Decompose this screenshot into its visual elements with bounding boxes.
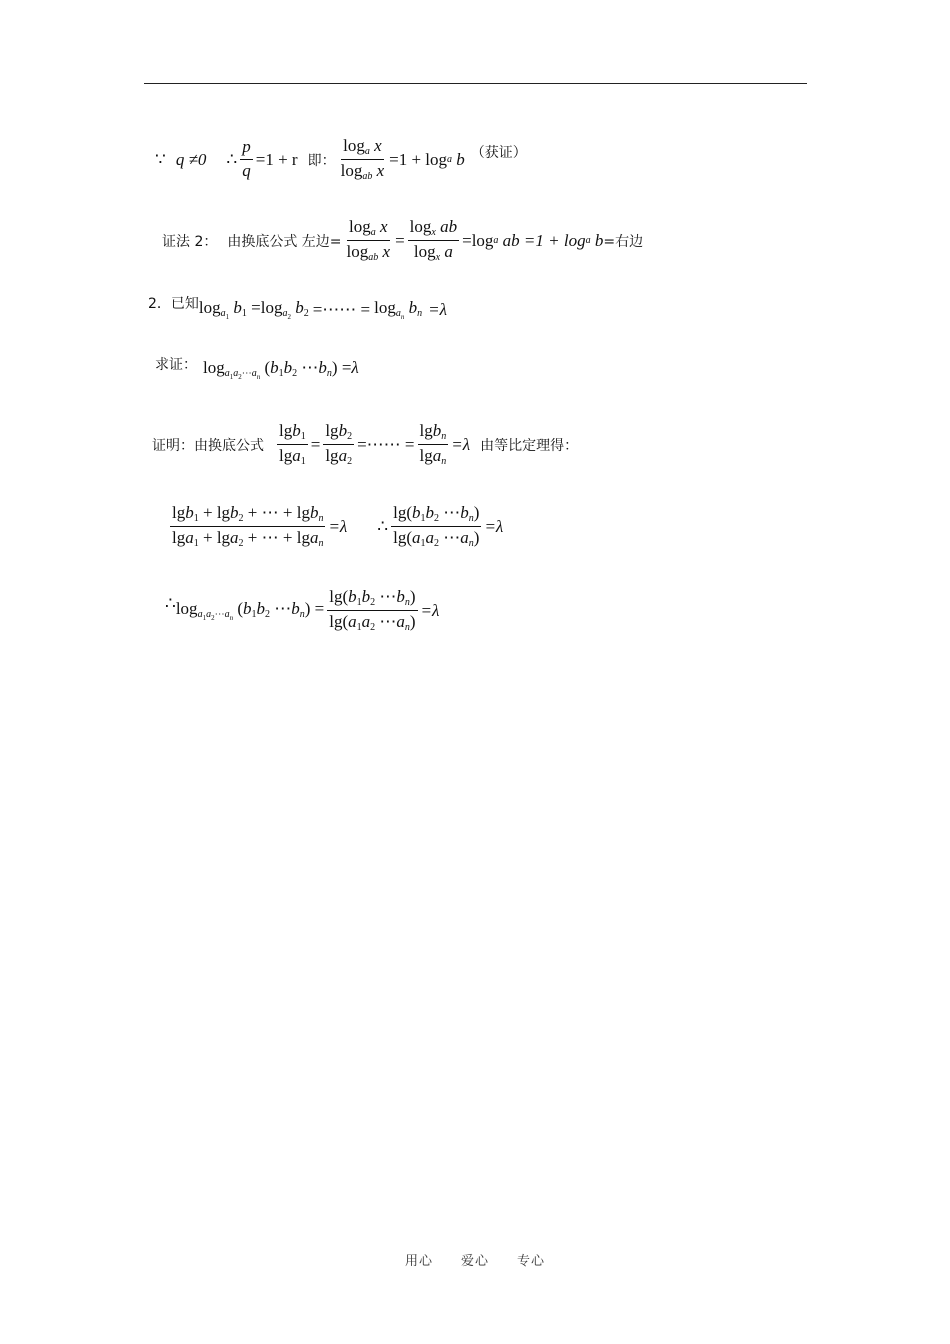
therefore-symbol-3: ∴: [165, 593, 176, 613]
ratio-theorem-text: 由等比定理得：: [480, 437, 579, 454]
proved-note: （获证）: [470, 144, 527, 161]
fraction-loga-x-over-logab-x: $\frac{\log_a x}{\log_{ab} x}$: [346, 217, 391, 263]
line-3: 2．已知 $\log_{a_1} b_1 =\log_{a_2}$ $b_2$ =⋯⋯ = $\log_{a_n} b_n$ =λ: [148, 298, 447, 321]
given-expression: $\log_{a_1} b_1 =\log_{a_2}$ $b_2$: [198, 298, 309, 321]
proof-label: 证明：由换底公式: [152, 437, 264, 454]
fraction-p-over-q: $\frac{p}{q}$: [242, 137, 251, 180]
line-2: 证法 2： 由换底公式 左边= $\frac{\log_a x}{\log_{ab} x}$ = $\frac{\log_x ab}{\log_x a}$ =log a ab =1 + log a b =右边: [162, 217, 644, 263]
dots-equal: =⋯⋯ =: [312, 299, 371, 319]
right-side-label: =右边: [603, 233, 644, 250]
therefore-symbol-2: ∴: [377, 516, 389, 536]
line-7: [165, 588, 439, 633]
page-footer: 用心 爱心 专心: [404, 1254, 545, 1269]
equals-lambda-4: =λ: [484, 516, 504, 536]
equals-lambda-5: =λ: [420, 600, 440, 620]
fraction-lgb1-lga1: $\frac{\lg b_1}{\lg a_1}$: [279, 421, 306, 467]
eq-log-a: =log: [462, 230, 494, 250]
line-6: [167, 504, 503, 549]
fraction-log-ratio: $\frac{\log_a x}{\log_{ab} x}$: [340, 136, 385, 182]
fraction-lgbn-lgan: $\frac{\lg b_n}{\lg a_n}$: [419, 421, 447, 467]
header-rule: [144, 83, 807, 84]
eq-b: b: [594, 230, 604, 250]
line-4: [155, 358, 359, 381]
final-log-expression: $\log_{a_1a_2\cdots a_n} (b_1b_2$ $\cdots b_n$) =: [175, 599, 325, 622]
fraction-lgb2-lga2: $\frac{\lg b_2}{\lg a_2}$: [325, 421, 353, 467]
fraction-logx-ab-over-logx-a: $\frac{\log_x ab}{\log_x a}$: [409, 217, 458, 263]
var-b: b: [456, 149, 465, 169]
fraction-lg-product: $\frac{\lg(b_1b_2 \cdots b_n)}{\lg(a_1a_2 \cdots a_n)}$: [393, 503, 480, 549]
equation-1-rhs: =1 + r: [255, 149, 298, 169]
equals-lambda: =λ: [428, 299, 447, 319]
dots-equal-2: =⋯⋯ =: [357, 434, 415, 454]
eq-log-a-rest: ab =1 + log: [502, 230, 586, 250]
prove-expression: $\log_{a_1a_2\cdots a_n} (b_1b_2$ $\cdots b_n) =\lambda$: [203, 358, 359, 381]
equals-lambda-2: =λ: [451, 434, 471, 454]
method-2-text: 由换底公式 左边=: [227, 233, 342, 250]
because-symbol: ∵: [155, 149, 166, 169]
prove-label: 求证：: [155, 356, 197, 373]
equals-lambda-3: =λ: [328, 516, 348, 536]
fraction-final: $\frac{\lg(b_1b_2 \cdots b_n)}{\lg(a_1a_2 \cdots a_n)}$: [329, 587, 416, 633]
equation-2-rhs: =1 + log: [389, 149, 448, 169]
line-1: ∵ q ≠0 ∴ $\frac{p}{q}$ =1 + r 即： $\frac{\log_a x}{\log_{ab} x}$ =1 + log a b （获证）: [155, 136, 527, 182]
therefore-symbol: ∴: [226, 149, 238, 169]
line-5: 证明：由换底公式 $\frac{\lg b_1}{\lg a_1}$ = $\frac{\lg b_2}{\lg a_2}$ =⋯⋯ = $\frac{\lg b_n}{\lg a_n}$ =λ 由等比定理得：: [152, 421, 579, 467]
ji-label: 即：: [307, 152, 336, 169]
fraction-sum-lgb-over-sum-lga: $\frac{\lg b_1 + \lg b_2 + \cdots + \lg b_n}{\lg a_1 + \lg a_2 + \cdots + \lg a_n}$: [172, 503, 324, 549]
method-2-label: 证法 2：: [162, 233, 218, 250]
q-neq-zero: q ≠0: [175, 149, 207, 169]
known-label: 2．已知: [148, 295, 199, 312]
